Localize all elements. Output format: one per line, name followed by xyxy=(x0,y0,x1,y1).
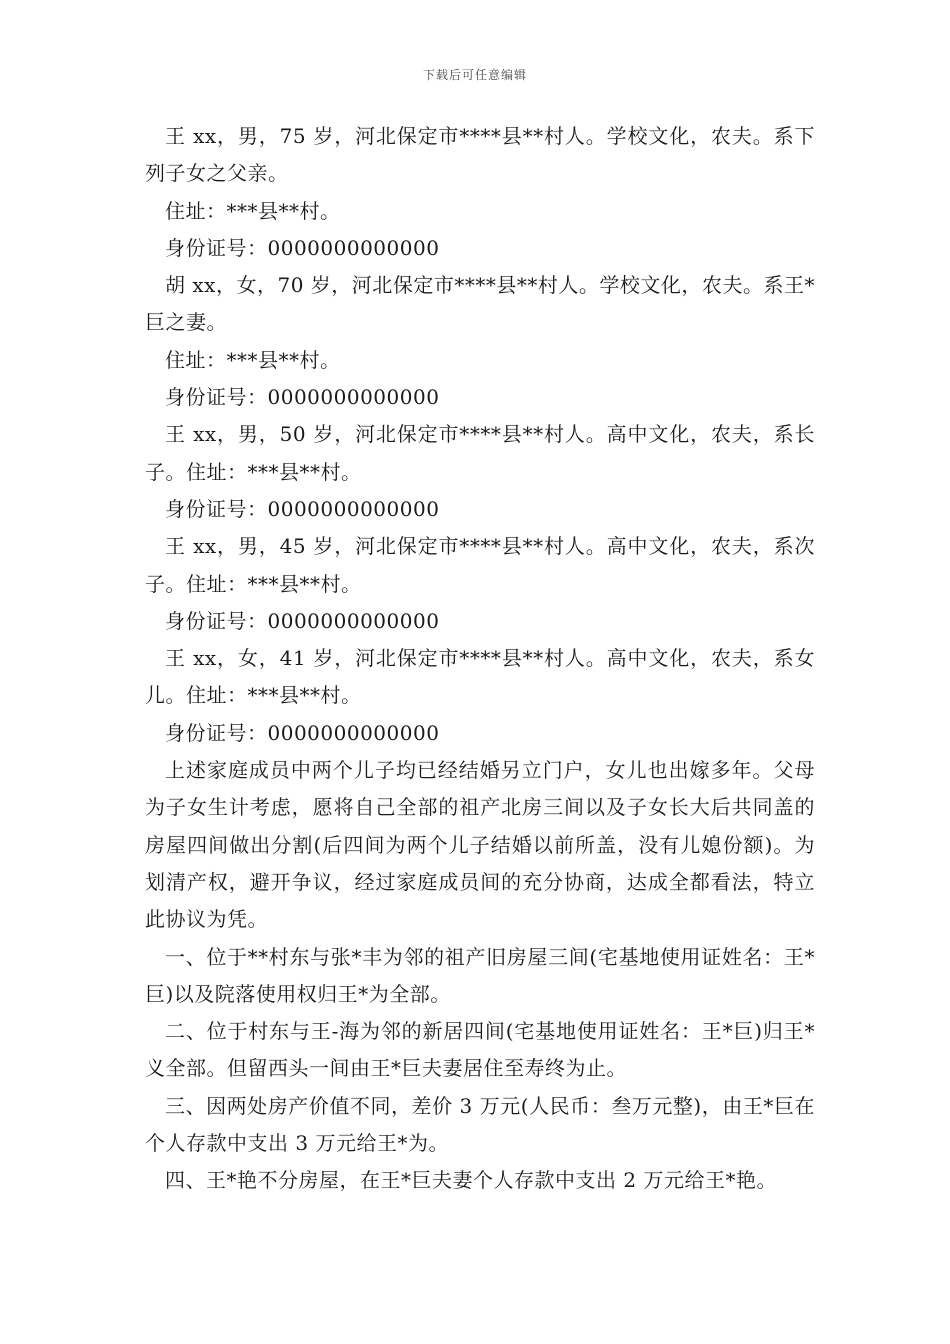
paragraph-second-son-id: 身份证号：0000000000000 xyxy=(165,608,440,633)
clause-four: 四、王*艳不分房屋，在王*巨夫妻个人存款中支出 2 万元给王*艳。 xyxy=(165,1168,777,1193)
paragraph-preamble: 上述家庭成员中两个儿子均已经结婚另立门户，女儿也出嫁多年。父母为子女生计考虑，愿将自己全部的祖产北房三间以及子女长大后共同盖的房屋四间做出分割(后四间为两个儿子结婚以前所盖，没有儿媳份额)。为划清产权，避开争议，经过家庭成员间的充分协商，达成全都看法，特立此协议为凭。 xyxy=(145,758,815,932)
paragraph-father-address: 住址：***县**村。 xyxy=(165,198,341,223)
paragraph-father: 王 xx，男，75 岁，河北保定市****县**村人。学校文化，农夫。系下列子女之父亲。 xyxy=(145,124,815,186)
paragraph-mother: 胡 xx，女，70 岁，河北保定市****县**村人。学校文化，农夫。系王*巨之妻。 xyxy=(145,273,815,335)
document-body xyxy=(145,118,815,1200)
paragraph-father-id: 身份证号：0000000000000 xyxy=(165,235,440,260)
paragraph-daughter-id: 身份证号：0000000000000 xyxy=(165,720,440,745)
clause-three: 三、因两处房产价值不同，差价 3 万元(人民币：叁万元整)，由王*巨在个人存款中支出 3 万元给王*为。 xyxy=(145,1093,815,1156)
paragraph-mother-id: 身份证号：0000000000000 xyxy=(165,385,440,410)
paragraph-mother-address: 住址：***县**村。 xyxy=(165,347,341,372)
paragraph-second-son: 王 xx，男，45 岁，河北保定市****县**村人。高中文化，农夫，系次子。住址：***县**村。 xyxy=(145,534,815,596)
paragraph-eldest-son: 王 xx，男，50 岁，河北保定市****县**村人。高中文化，农夫，系长子。住址：***县**村。 xyxy=(145,422,815,484)
paragraph-eldest-son-id: 身份证号：0000000000000 xyxy=(165,496,440,521)
clause-one: 一、位于**村东与张*丰为邻的祖产旧房屋三间(宅基地使用证姓名：王*巨)以及院落使用权归王*为全部。 xyxy=(145,944,815,1006)
header-note: 下载后可任意编辑 xyxy=(422,68,527,82)
paragraph-daughter: 王 xx，女，41 岁，河北保定市****县**村人。高中文化，农夫，系女儿。住址：***县**村。 xyxy=(145,646,815,708)
clause-two: 二、位于村东与王-海为邻的新居四间(宅基地使用证姓名：王*巨)归王*义全部。但留西头一间由王*巨夫妻居住至寿终为止。 xyxy=(145,1019,815,1081)
